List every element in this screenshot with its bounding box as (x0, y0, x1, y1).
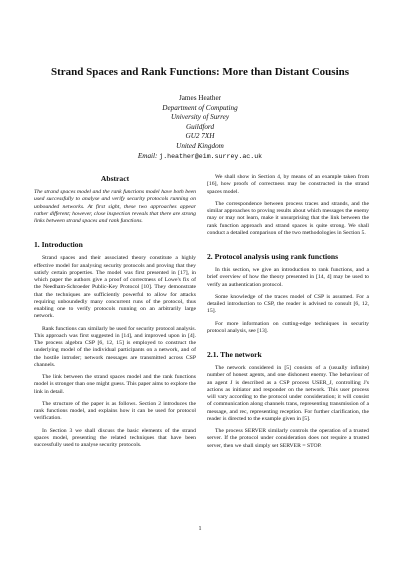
network-section (207, 350, 369, 450)
author-university: University of Surrey (170, 113, 230, 122)
network-paragraph: The network considered in [5] consists of a (usually infinite) number of honest agents, and one dishonest enemy. The behaviour of an agent J is described as a CSP process USER_J, controlling J's actions as initiator and responder on the network. This user process will vary according to the protocol under consideration; it will consist of communication along channels trans, representing transmission of a message, and rec, representing reception. For further clarification, the reader is directed to the example given in [5]. (207, 365, 369, 422)
author-city: Guildford (185, 122, 215, 131)
intro-paragraph: In Section 3 we shall discuss the basic elements of the strand spaces model, presenting the related techniques that have been successfully used to analyse security protocols. (34, 427, 196, 448)
protocol-paragraph: In this section, we give an introduction to rank functions, and a brief overview of how the theory presented in [14, 4] may be used to verify an authentication protocol. (207, 267, 369, 288)
protocol-analysis-section (207, 252, 369, 335)
intro-continued-paragraph: We shall show in Section 4, by means of an example taken from [16], how proofs of correctness may be constructed in the strand spaces model. (207, 174, 369, 195)
paper-title: Strand Spaces and Rank Functions: More than Distant Cousins (50, 66, 350, 78)
right-column (207, 174, 369, 455)
abstract-heading: Abstract (100, 174, 130, 183)
intro-paragraph: Rank functions can similarly be used for security protocol analysis. This approach was first suggested in [14], and improved upon in [4]. The process algebra CSP [6, 12, 15] is employed to construct the underlying model of the individual participants on a network, and of the hostile intruder; network messages are transmitted across CSP channels. (34, 325, 196, 368)
intro-paragraph: Strand spaces and their associated theory constitute a highly effective model for analysing security protocols and proving that they satisfy certain properties. The model was first presented in [17], in which paper the authors give a proof of correctness of Lowe's fix of the Needham-Schroeder Public-Key Protocol [10]. They demonstrate that the techniques are sufficiently powerful to allow for attacks requiring unboundedly many concurrent runs of the protocol, thus enabling one to verify protocols running on an arbitrarily large network. (34, 255, 196, 320)
page-number: 1 (198, 526, 202, 532)
abstract-section (34, 174, 196, 225)
introduction-heading: 1. Introduction (34, 240, 83, 250)
protocol-paragraph: For more information on cutting-edge techniques in security protocol analysis, see [13]. (207, 320, 369, 334)
author-country: United Kingdom (176, 141, 224, 150)
protocol-paragraph: Some knowledge of the traces model of CSP is assumed. For a detailed introduction to CSP, the reader is advised to consult [6, 12, 15]. (207, 293, 369, 315)
left-column (34, 174, 196, 454)
network-heading: 2.1. The network (207, 350, 262, 359)
author-department: Department of Computing (162, 103, 238, 112)
intro-paragraph: The link between the strand spaces model and the rank functions model is stronger than one might guess. This paper aims to explore the link in detail. (34, 374, 196, 395)
introduction-section (34, 240, 196, 449)
author-email-line (0, 152, 400, 162)
author-name: James Heather (178, 94, 222, 102)
protocol-analysis-heading: 2. Protocol analysis using rank functions (207, 252, 339, 261)
intro-continued-paragraph: The correspondence between process traces and strands, and the similar approaches to proving results about which messages the enemy may or may not learn, make it unsurprising that the link between the rank function approach and strand spaces is quite strong. We shall conduct a detailed comparison of the two methodologies in Section 5. (207, 200, 369, 236)
abstract-text: The strand spaces model and the rank functions model have both been used successfully to analyse and verify security protocols running on unbounded networks. At first sight, these two approaches appear rather different; however, close inspection reveals that there are strong links between strand spaces and rank functions. (34, 189, 196, 224)
network-paragraph: The process SERVER similarly controls the operation of a trusted server. If the protocol under consideration does not require a trusted server, then we shall simply set SERVER = STOP. (207, 428, 369, 449)
author-block (0, 94, 400, 161)
email-address: j.heather@eim.surrey.ac.uk (159, 152, 263, 160)
email-label: Email: (137, 151, 158, 160)
author-postcode: GU2 7XH (185, 132, 215, 141)
intro-paragraph: The structure of the paper is as follows. Section 2 introduces the rank functions model, and explains how it can be used for protocol verification. (34, 400, 196, 422)
